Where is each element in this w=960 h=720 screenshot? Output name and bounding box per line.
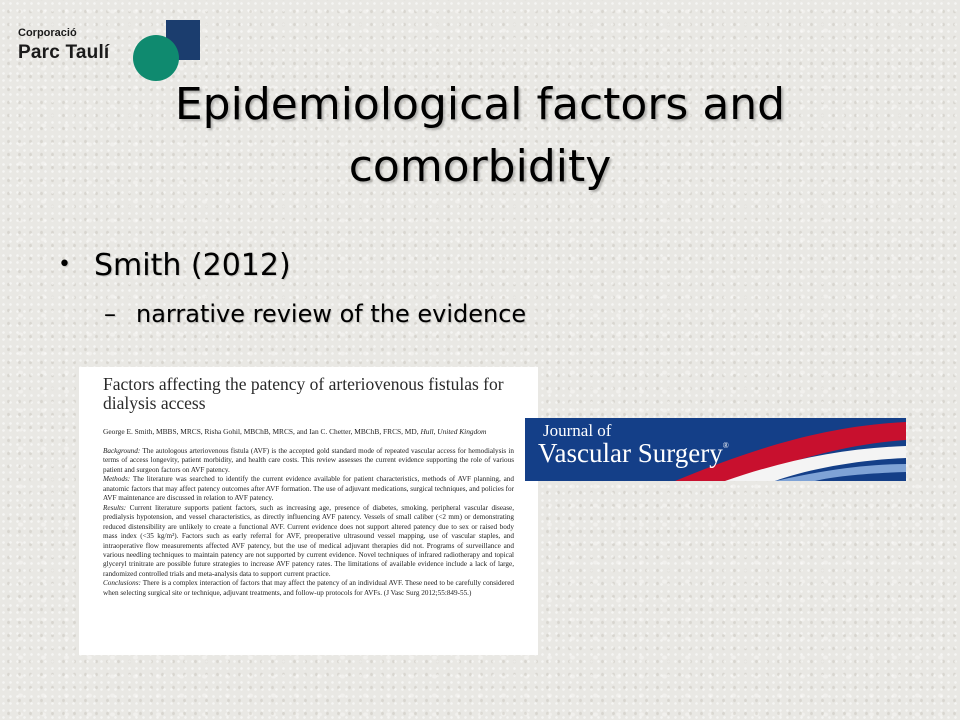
- paper-affiliation: Hull, United Kingdom: [420, 427, 487, 436]
- abstract-section-results: [103, 504, 514, 580]
- abstract-heading: Results:: [103, 503, 127, 512]
- abstract-heading: Methods:: [103, 475, 131, 484]
- paper-title: Factors affecting the patency of arteriovenous fistulas for dialysis access: [103, 374, 504, 413]
- abstract-citation: (J Vasc Surg 2012;55:849-55.): [383, 588, 472, 597]
- bullet-level-2-text: narrative review of the evidence: [136, 300, 527, 328]
- abstract-body: Current literature supports patient factors, such as increasing age, presence of diabetes, smoking, peripheral vascular disease, predialysis hypotension, and vessel characteristics, as directly influencing AVF patency. Vessels of small caliber (<2 mm) or demonstrating reduced distensibility are unlikely to create a functional AVF. Current evidence does not support altered patency due to sex or raised body mass index (<35 kg/m²). Factors such as early referral for AVF, preoperative ultrasound vessel mapping, use of vascular staples, and intraoperative flow measurements affected AVF patency, but the use of medical adjuvant therapies did not. Programs of surveillance and various needling techniques to maintain patency are not supported by current evidence. Novel techniques of infrared radiotherapy and topical glyceryl trinitrate are possible future strategies to increase AVF patency rates. The limitations of available evidence include a lack of large, randomized controlled trials and meta-analysis data to support current practice.: [103, 503, 515, 578]
- bullet-level-1-text: Smith (2012): [94, 248, 291, 283]
- abstract-section-conclusions: [103, 579, 514, 598]
- registered-mark: ®: [722, 441, 729, 450]
- bullet-level-1: [58, 248, 291, 283]
- paper-abstract-image: [79, 367, 538, 655]
- journal-of-vascular-surgery-logo: [525, 418, 906, 481]
- abstract-section-methods: [103, 475, 514, 503]
- abstract-heading: Background:: [103, 447, 141, 455]
- journal-logo-line-2: [538, 438, 729, 469]
- abstract-body: The literature was searched to identify the current evidence available for patient characteristics, methods of AVF planning, and anatomic factors that may affect patency outcomes after AVF formation. The use of adjuvant medications, surgical techniques, and policies for AVF maintenance are discussed in relation to AVF patency.: [103, 475, 514, 503]
- bullet-dot-icon: •: [58, 252, 71, 277]
- paper-abstract-text: [103, 447, 514, 598]
- abstract-heading: Conclusions:: [103, 579, 141, 588]
- slide-title: Epidemiological factors and comorbidity: [174, 79, 786, 192]
- paper-author-names: George E. Smith, MBBS, MRCS, Risha Gohil, MBChB, MRCS, and Ian C. Chetter, MBChB, FRCS, MD,: [103, 427, 419, 436]
- journal-logo-line-1: Journal of: [543, 421, 612, 440]
- abstract-section-background: [103, 447, 514, 475]
- paper-authors: [103, 427, 514, 437]
- bullet-level-2: [104, 300, 526, 328]
- logo-text-corporacio: Corporació: [18, 27, 77, 39]
- bullet-dash-icon: –: [104, 300, 116, 328]
- logo-text-parc-tauli: Parc Taulí: [18, 42, 110, 63]
- abstract-body: There is a complex interaction of factors that may affect the patency of an individual AVF. These need to be carefully considered when selecting surgical site or technique, adjuvant treatments, and follow-up protocols for AVFs.: [103, 579, 515, 597]
- journal-logo-name: Vascular Surgery: [538, 438, 723, 468]
- abstract-body: The autologous arteriovenous fistula (AVF) is the accepted gold standard mode of repeated vascular access for hemodialysis in terms of access longevity, patient morbidity, and health care costs. This review assesses the current evidence supporting the role of various patient and surgeon factors on AVF patency.: [103, 447, 515, 474]
